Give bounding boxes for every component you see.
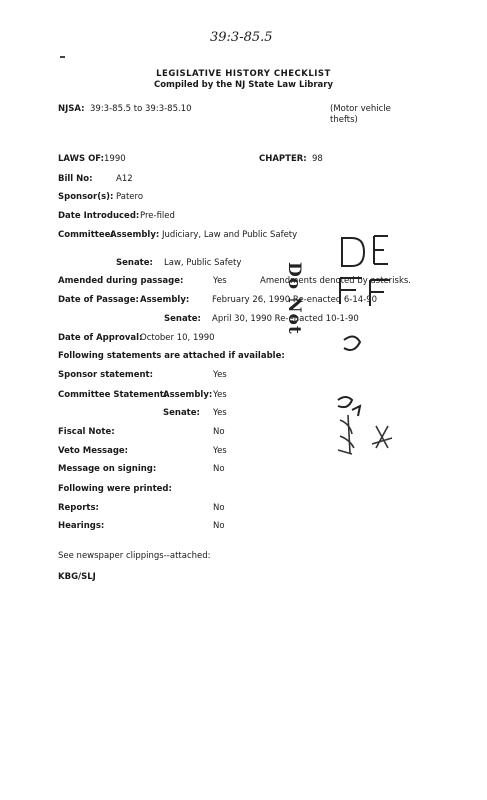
passage-assembly-value: February 26, 1990 Re-enacted 6-14-90 [212,295,378,305]
date-introduced-value: Pre-filed [140,211,175,221]
amended-label: Amended during passage: [58,276,184,286]
fiscal-note-label: Fiscal Note: [58,427,115,437]
stamp-fragment-2 [338,397,352,407]
date-introduced-label: Date Introduced: [58,211,140,221]
printed-heading: Following were printed: [58,484,172,494]
stamp-fragment [344,336,360,350]
stamp-marks [330,230,410,630]
committee-label: Committee: [58,230,114,240]
committee-statement-senate-value: Yes [213,408,227,418]
stamp-letter-d [342,238,364,266]
passage-senate-label: Senate: [164,314,201,324]
passage-assembly-label: Assembly: [140,295,190,305]
njsa-label: NJSA: [58,104,85,114]
sponsor-value: Patero [116,192,144,202]
approval-label: Date of Approval: [58,333,143,343]
do-not-stamp: Do Not [284,262,304,335]
sponsor-label: Sponsor(s): [58,192,114,202]
committee-statement-assembly-label: Assembly: [163,390,213,400]
bill-no-label: Bill No: [58,174,93,184]
veto-message-label: Veto Message: [58,446,129,456]
bill-no-value: A12 [116,174,133,184]
stamp-rary-stroke [348,415,350,453]
handwritten-statute-number: 39:3-85.5 [210,30,273,45]
passage-label: Date of Passage: [58,295,139,305]
committee-senate-label: Senate: [116,258,153,268]
ink-mark [60,56,65,58]
approval-value: October 10, 1990 [140,333,215,343]
amended-note: Amendments denoted by asterisks. [260,276,412,286]
stamp-letter-f2 [370,280,390,306]
reports-label: Reports: [58,503,99,513]
statements-heading: Following statements are attached if available: [58,351,285,361]
page-title: LEGISLATIVE HISTORY CHECKLIST [156,69,331,79]
hearings-value: No [213,521,225,531]
stamp-y-mark [372,426,392,448]
committee-statement-assembly-value: Yes [213,390,227,400]
laws-of-value: 1990 [104,154,126,164]
committee-statement-label: Committee Statement: [58,390,168,400]
chapter-value: 98 [312,154,323,164]
message-signing-value: No [213,464,225,474]
sponsor-statement-label: Sponsor statement: [58,370,153,380]
page-subtitle: Compiled by the NJ State Law Library [153,80,334,90]
passage-senate-value: April 30, 1990 Re-enacted 10-1-90 [212,314,359,324]
hearings-label: Hearings: [58,521,105,531]
clippings-note: See newspaper clippings--attached: [58,551,211,561]
stamp-letter-f [340,278,362,304]
reports-value: No [213,503,225,513]
stamp-letter-e [374,236,388,264]
fiscal-note-value: No [213,427,225,437]
committee-assembly-value: Judiciary, Law and Public Safety [162,230,298,240]
njsa-value: 39:3-85.5 to 39:3-85.10 [90,104,192,114]
committee-senate-value: Law, Public Safety [164,258,242,268]
committee-assembly-label: Assembly: [110,230,160,240]
committee-statement-senate-label: Senate: [163,408,200,418]
njsa-note-line2: thefts) [330,115,358,125]
veto-message-value: Yes [213,446,227,456]
stamp-rary-letters [338,420,354,454]
initials: KBG/SLJ [58,572,96,582]
stamp-fragment-3 [352,406,360,416]
sponsor-statement-value: Yes [213,370,227,380]
laws-of-label: LAWS OF: [58,154,105,164]
message-signing-label: Message on signing: [58,464,157,474]
chapter-label: CHAPTER: [259,154,307,164]
njsa-note-line1: (Motor vehicle [330,104,391,114]
amended-value: Yes [213,276,227,286]
